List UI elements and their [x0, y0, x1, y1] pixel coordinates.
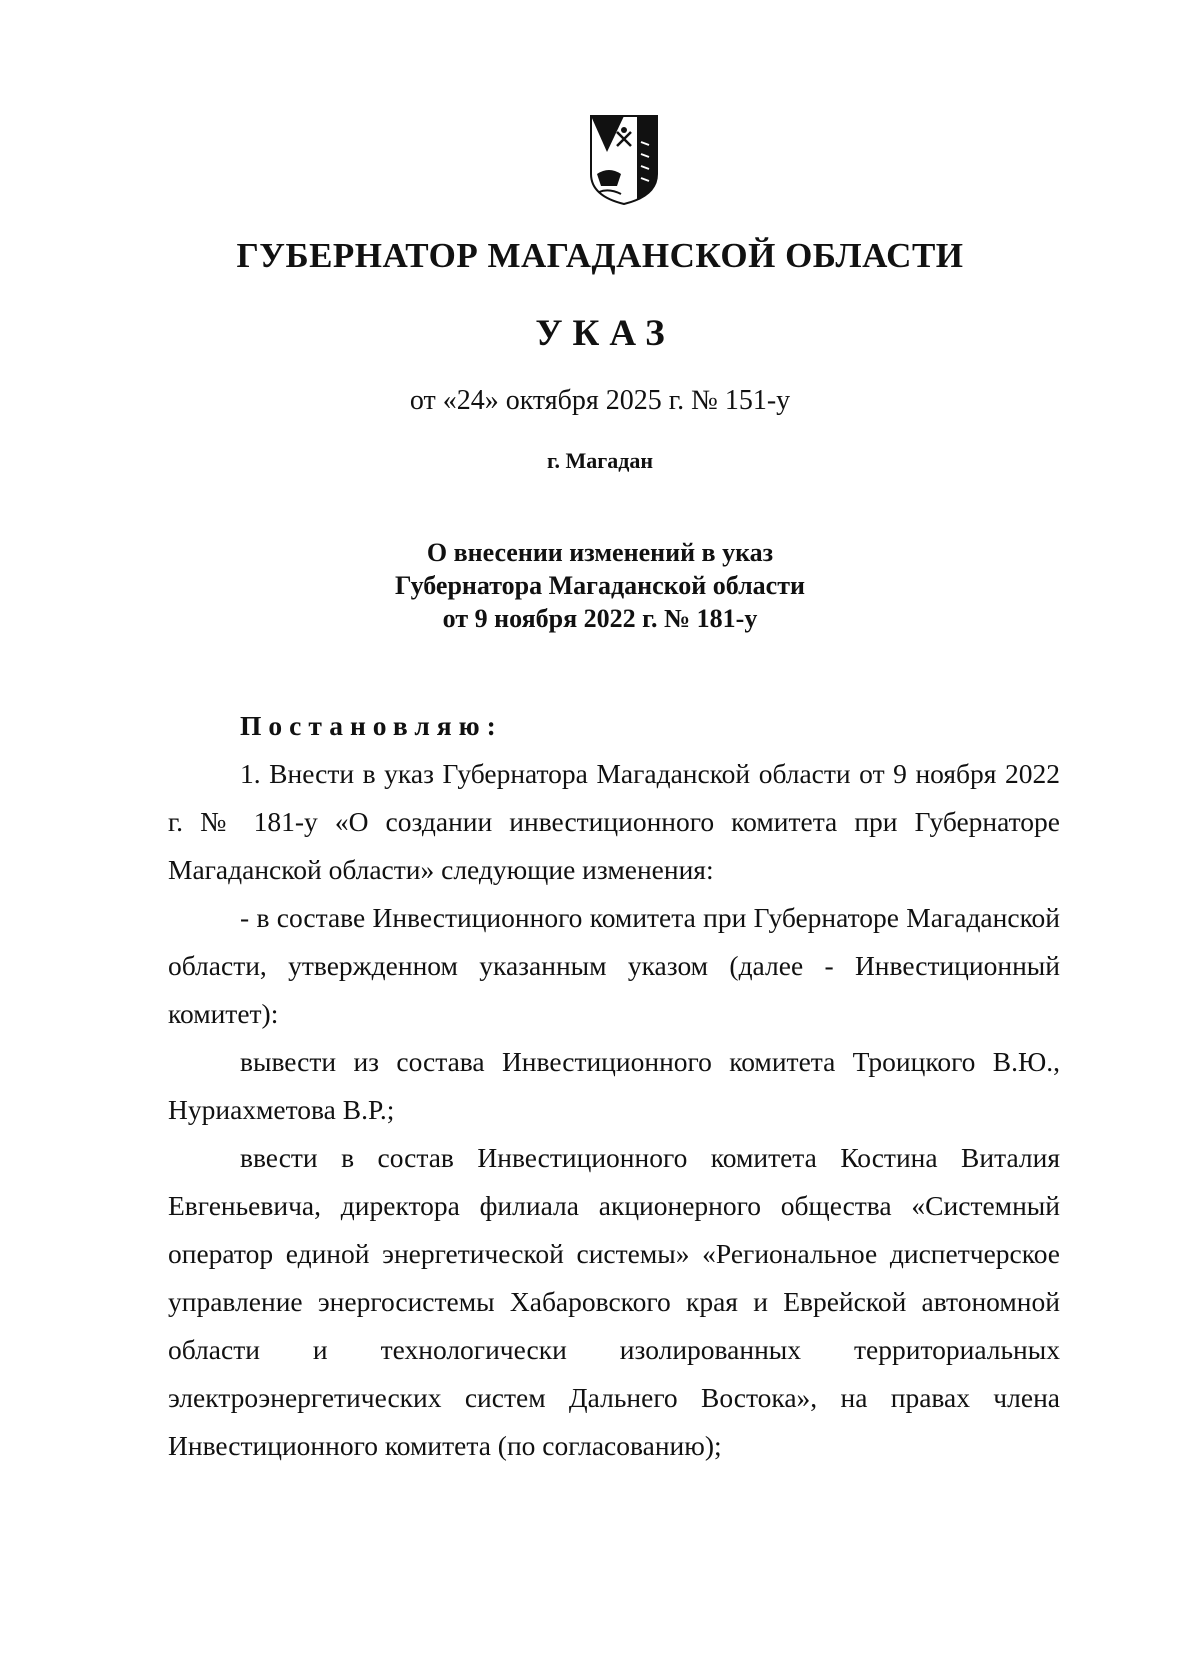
paragraph: вывести из состава Инвестиционного комитета Троицкого В.Ю., Нуриахметова В.Р.;	[168, 1046, 1060, 1125]
title-line: от 9 ноября 2022 г. № 181-у	[442, 604, 758, 633]
title-line: Губернатора Магаданской области	[395, 571, 805, 600]
title-line: О внесении изменений в указ	[426, 538, 774, 567]
document-body	[168, 702, 1060, 1470]
date-and-number: от «24» октября 2025 г. № 151-у	[409, 385, 791, 416]
document-type: УКАЗ	[535, 313, 675, 354]
paragraph: ввести в состав Инвестиционного комитета Костина Виталия Евгеньевича, директора филиала акционерного общества «Системный оператор единой энергетической системы» «Региональное диспетчерское управление энергосистемы Хабаровского края и Еврейской автономной области и технологически изолированных территориальных электроэнергетических систем Дальнего Востока», на правах члена Инвестиционного комитета (по согласованию);	[168, 1142, 1060, 1461]
place-of-issue: г. Магадан	[546, 448, 654, 473]
issuing-authority: ГУБЕРНАТОР МАГАДАНСКОЙ ОБЛАСТИ	[236, 236, 964, 275]
paragraph: - в составе Инвестиционного комитета при Губернаторе Магаданской области, утвержденном указанным указом (далее - Инвестиционный комитет):	[168, 902, 1060, 1029]
paragraph: 1. Внести в указ Губернатора Магаданской области от 9 ноября 2022 г. № 181-у «О создании инвестиционного комитета при Губернаторе Магаданской области» следующие изменения:	[168, 758, 1060, 885]
coat-of-arms-icon	[587, 112, 661, 206]
document-title	[0, 536, 1200, 635]
decree-word: Постановляю:	[240, 710, 503, 741]
